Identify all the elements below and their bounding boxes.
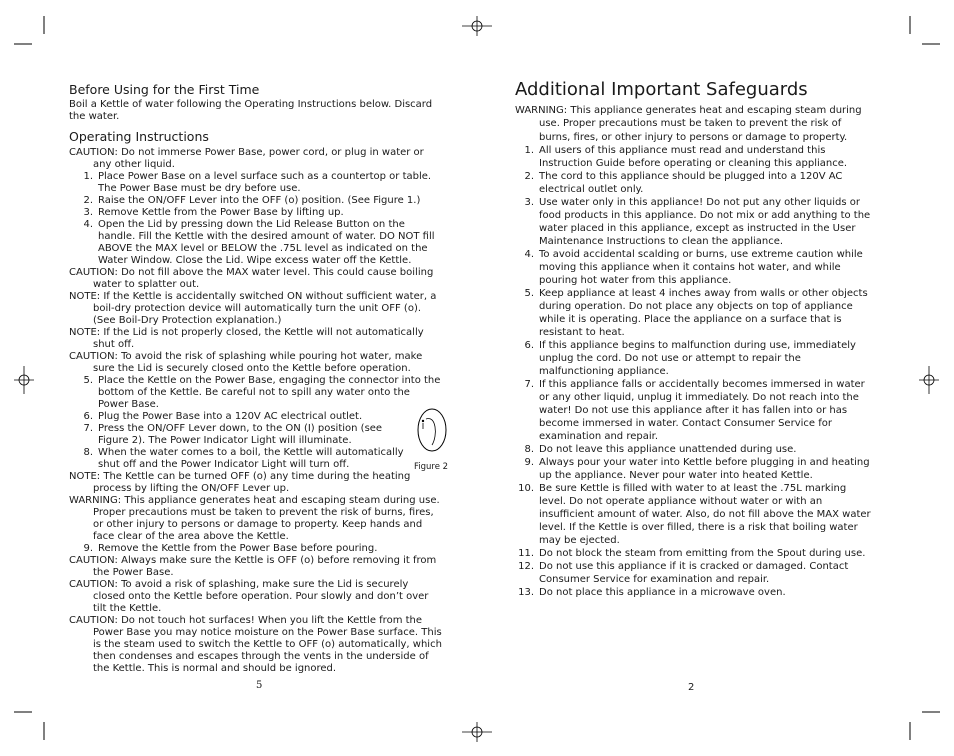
step-number: 3. (83, 207, 93, 218)
heading-additional-safeguards: Additional Important Safeguards (515, 79, 808, 100)
instruction-note (69, 579, 443, 615)
safeguard-number: 7. (524, 379, 534, 391)
safeguard-item (515, 196, 871, 248)
safeguard-text: Be sure Kettle is filled with water to at least the .75L marking level. Do not operate appliance without water or with an insufficient amount of water. Also, do not fill above the MAX water level. If the Kettle is over filled, there is a risk that boiling water may be ejected. (539, 483, 871, 547)
step-text: Place the Kettle on the Power Base, engaging the connector into the bottom of the Kettle. Be careful not to spill any water onto the Power Base. (98, 375, 441, 410)
safeguard-item (515, 144, 871, 170)
safeguard-item (515, 482, 871, 547)
note-label: WARNING: (69, 495, 122, 506)
safeguard-number: 1. (524, 145, 534, 157)
safeguard-number: 12. (518, 561, 534, 573)
safeguard-number: 5. (524, 288, 534, 300)
step-text: Place Power Base on a level surface such as a countertop or table. The Power Base must be dry before use. (98, 171, 432, 194)
step-text: Open the Lid by pressing down the Lid Release Button on the handle. Fill the Kettle with the desired amount of water. DO NOT fill ABOVE the MAX level or BELOW the .75L level as indicated on the Water Window. Close the Lid. Wipe excess water off the Kettle. (98, 219, 435, 266)
note-label: NOTE: (69, 471, 101, 482)
registration-mark-bottom (462, 722, 492, 742)
note-text: To avoid a risk of splashing, make sure the Lid is securely closed onto the Kettle before operation. Pour slowly and don’t over tilt the Kettle. (93, 579, 429, 614)
safeguard-number: 9. (524, 457, 534, 469)
safeguard-text: Keep appliance at least 4 inches away from walls or other objects during operation. Do not place any objects on top of appliance while it is operating. Place the appliance on a surface that is resistant to heat. (539, 288, 868, 339)
note-text: If the Kettle is accidentally switched ON without sufficient water, a boil-dry protection device will automatically turn the unit OFF (o). (See Boil-Dry Protection explanation.) (93, 291, 437, 326)
heading-before-first-use: Before Using for the First Time (69, 82, 260, 97)
note-text: The Kettle can be turned OFF (o) any time during the heating process by lifting the ON/OFF Lever up. (93, 471, 411, 494)
step-text: Remove Kettle from the Power Base by lifting up. (98, 207, 344, 218)
safeguard-text: If this appliance falls or accidentally becomes immersed in water or any other liquid, unplug it immediately. Do not reach into the water! Do not use this appliance after it has fallen into or has become immersed in water. Contact Consumer Service for examination and repair. (539, 379, 865, 443)
operating-instructions-list (69, 147, 443, 675)
instruction-note (69, 351, 443, 375)
step-number: 2. (83, 195, 93, 206)
safeguard-text: The cord to this appliance should be plugged into a 120V AC electrical outlet only. (539, 171, 843, 196)
instruction-note (69, 495, 443, 543)
step-number: 9. (83, 543, 93, 554)
step-number: 6. (83, 411, 93, 422)
instruction-note (69, 291, 443, 327)
note-label: CAUTION: (69, 615, 118, 626)
safeguard-number: 10. (518, 483, 534, 495)
page-number-right: 2 (688, 682, 695, 693)
safeguard-item (515, 586, 871, 599)
note-text: Do not immerse Power Base, power cord, or plug in water or any other liquid. (93, 147, 424, 170)
instruction-note (69, 267, 443, 291)
safeguard-item (515, 339, 871, 378)
heading-operating-instructions: Operating Instructions (69, 129, 209, 144)
note-text: Always make sure the Kettle is OFF (o) before removing it from the Power Base. (93, 555, 437, 578)
instruction-note (69, 471, 427, 495)
page-number-left: 5 (256, 680, 263, 691)
note-text: This appliance generates heat and escaping steam during use. Proper precautions must be taken to prevent the risk of burns, fires, or other injury to persons or damage to property. Keep hands and face clear of the area above the Kettle. (93, 495, 440, 542)
instruction-note (69, 147, 443, 171)
safeguard-number: 3. (524, 197, 534, 209)
safeguard-item (515, 547, 871, 560)
safeguard-text: Do not block the steam from emitting from the Spout during use. (539, 548, 866, 560)
safeguards-list (515, 144, 871, 599)
note-text: To avoid the risk of splashing while pouring hot water, make sure the Lid is securely closed onto the Kettle before operation. (93, 351, 423, 374)
instruction-step (69, 207, 443, 219)
instruction-note (69, 327, 443, 351)
note-label: CAUTION: (69, 147, 118, 158)
note-label: NOTE: (69, 327, 101, 338)
note-text: Do not touch hot surfaces! When you lift the Kettle from the Power Base you may notice moisture on the Power Base surface. This is the steam used to switch the Kettle to OFF (o) automatically, which then condenses and escapes through the vents in the underside of the Kettle. This is normal and should be ignored. (93, 615, 442, 674)
right-page-column (515, 80, 871, 599)
registration-mark-top (462, 16, 492, 36)
step-text: Raise the ON/OFF Lever into the OFF (o) position. (See Figure 1.) (98, 195, 421, 206)
instruction-step (69, 543, 443, 555)
safeguard-item (515, 378, 871, 443)
note-label: CAUTION: (69, 555, 118, 566)
step-number: 8. (83, 447, 93, 458)
instruction-note (69, 615, 443, 675)
note-label: NOTE: (69, 291, 101, 302)
safeguard-text: All users of this appliance must read and understand this Instruction Guide before operating or cleaning this appliance. (539, 145, 848, 170)
step-text: Press the ON/OFF Lever down, to the ON (I) position (see Figure 2). The Power Indicator Light will illuminate. (98, 423, 383, 446)
instruction-step (69, 411, 443, 423)
instruction-step (69, 423, 443, 447)
safeguard-number: 6. (524, 340, 534, 352)
safeguard-item (515, 456, 871, 482)
left-page-column (69, 82, 443, 675)
instruction-note (69, 555, 443, 579)
warning-text: This appliance generates heat and escaping steam during use. Proper precautions must be taken to prevent the risk of burns, fires, or other injury to persons or damage to property. (539, 105, 862, 143)
safeguard-warning (515, 104, 871, 144)
instruction-step (69, 447, 443, 471)
safeguard-text: Use water only in this appliance! Do not put any other liquids or food products in this appliance. Do not mix or add anything to the water placed in this appliance, except as instructed in the User Maintenance Instructions to clean the appliance. (539, 197, 871, 248)
safeguard-number: 2. (524, 171, 534, 183)
note-label: CAUTION: (69, 351, 118, 362)
safeguard-text: Always pour your water into Kettle before plugging in and heating up the appliance. Never pour water into heated Kettle. (539, 457, 870, 482)
before-use-text: Boil a Kettle of water following the Operating Instructions below. Discard the water. (69, 99, 433, 122)
safeguard-text: To avoid accidental scalding or burns, use extreme caution while moving this appliance when it contains hot water, and while pouring hot water from this appliance. (539, 249, 863, 287)
instruction-step (69, 219, 443, 267)
step-text: When the water comes to a boil, the Kettle will automatically shut off and the Power Indicator Light will turn off. (98, 447, 404, 470)
safeguard-item (515, 287, 871, 339)
instruction-step (69, 171, 443, 195)
note-text: If the Lid is not properly closed, the Kettle will not automatically shut off. (93, 327, 424, 350)
safeguard-number: 4. (524, 249, 534, 261)
safeguard-item (515, 560, 871, 586)
safeguard-number: 8. (524, 444, 534, 456)
note-text: Do not fill above the MAX water level. This could cause boiling water to splatter out. (93, 267, 434, 290)
safeguard-item (515, 443, 871, 456)
step-number: 1. (83, 171, 93, 182)
instruction-step (69, 195, 443, 207)
safeguard-text: Do not place this appliance in a microwave oven. (539, 587, 786, 599)
registration-mark-right (919, 366, 939, 394)
step-number: 4. (83, 219, 93, 230)
safeguard-text: If this appliance begins to malfunction during use, immediately unplug the cord. Do not use or attempt to repair the malfunctioning appliance. (539, 340, 856, 378)
figure-2-label: Figure 2 (414, 462, 449, 472)
figure-2-kettle-lever-icon (412, 405, 450, 455)
safeguard-text: Do not use this appliance if it is cracked or damaged. Contact Consumer Service for examination and repair. (539, 561, 849, 586)
step-text: Remove the Kettle from the Power Base before pouring. (98, 543, 378, 554)
note-label: CAUTION: (69, 579, 118, 590)
safeguard-number: 13. (518, 587, 534, 599)
note-label: CAUTION: (69, 267, 118, 278)
safeguard-item (515, 170, 871, 196)
safeguard-item (515, 248, 871, 287)
safeguard-text: Do not leave this appliance unattended during use. (539, 444, 797, 456)
step-number: 7. (83, 423, 93, 434)
step-text: Plug the Power Base into a 120V AC electrical outlet. (98, 411, 363, 422)
warning-label: WARNING: (515, 105, 568, 116)
registration-mark-left (14, 366, 34, 394)
instruction-step (69, 375, 443, 411)
step-number: 5. (83, 375, 93, 386)
safeguard-number: 11. (518, 548, 534, 560)
